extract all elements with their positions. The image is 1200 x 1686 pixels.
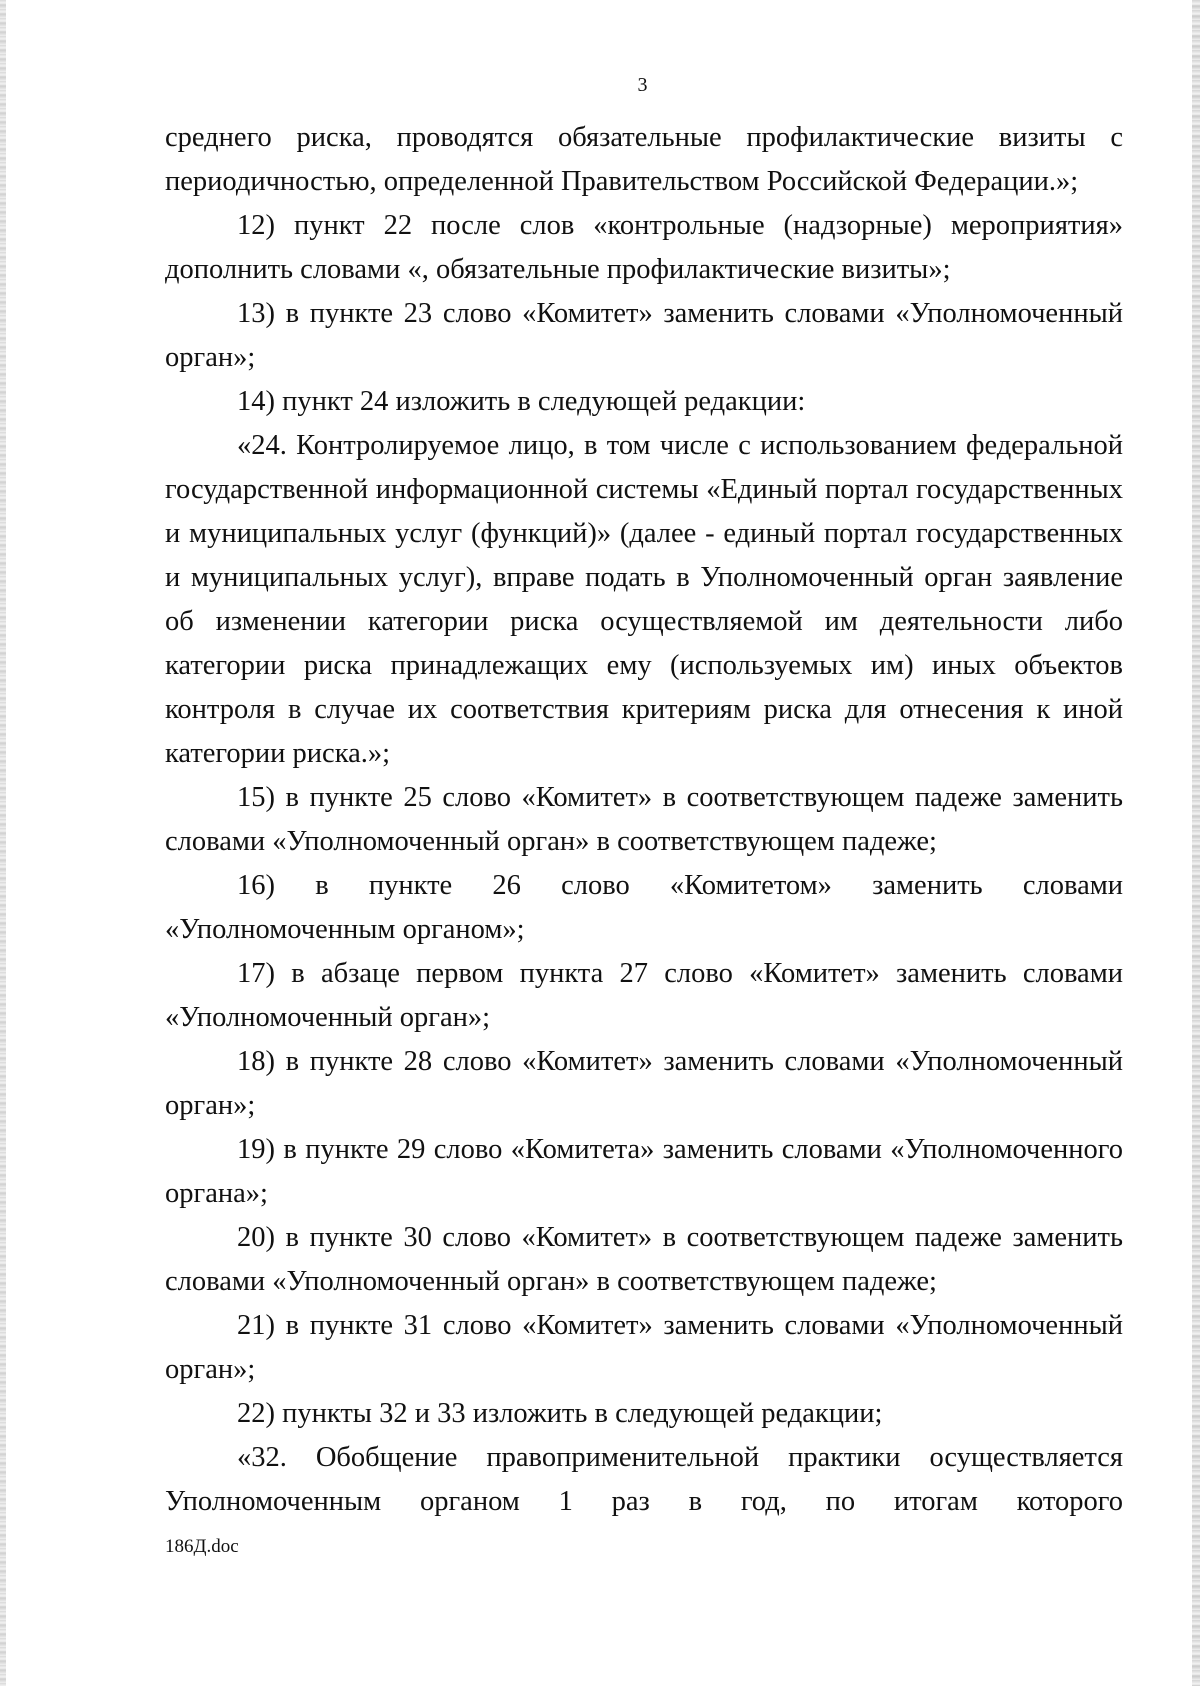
paragraph-item-17: 17) в абзаце первом пункта 27 слово «Комитет» заменить словами «Уполномоченный орган»; [165, 958, 1123, 1033]
scan-edge-left [0, 0, 6, 1686]
paragraph-clause-24: «24. Контролируемое лицо, в том числе с использованием федеральной государственной информационной системы «Единый портал государственных и муниципальных услуг (функций)» (далее - единый портал государственных и муниципальных услуг), вправе подать в Уполномоченный орган заявление об изменении категории риска осуществляемой им деятельности либо категории риска принадлежащих ему (используемых им) иных объектов контроля в случае их соответствия критериям риска для отнесения к иной категории риска.»; [165, 430, 1123, 769]
paragraph-item-19: 19) в пункте 29 слово «Комитета» заменить словами «Уполномоченного органа»; [165, 1134, 1123, 1209]
paragraph-item-18: 18) в пункте 28 слово «Комитет» заменить словами «Уполномоченный орган»; [165, 1046, 1123, 1121]
paragraph-item-14: 14) пункт 24 изложить в следующей редакции: [237, 386, 806, 417]
scan-edge-right [1192, 0, 1200, 1686]
paragraph-item-21: 21) в пункте 31 слово «Комитет» заменить словами «Уполномоченный орган»; [165, 1310, 1123, 1385]
footer-filename: 186Д.doc [165, 1536, 239, 1557]
paragraph-item-12: 12) пункт 22 после слов «контрольные (надзорные) мероприятия» дополнить словами «, обязательные профилактические визиты»; [165, 210, 1123, 285]
paragraph-item-20: 20) в пункте 30 слово «Комитет» в соответствующем падеже заменить словами «Уполномоченный орган» в соответствующем падеже; [165, 1222, 1123, 1297]
paragraph-item-15: 15) в пункте 25 слово «Комитет» в соответствующем падеже заменить словами «Уполномоченный орган» в соответствующем падеже; [165, 782, 1123, 857]
document-body [165, 116, 1123, 1524]
page-number: 3 [637, 74, 648, 96]
paragraph-continuation: среднего риска, проводятся обязательные профилактические визиты с периодичностью, определенной Правительством Российской Федерации.»; [165, 122, 1123, 197]
paragraph-item-13: 13) в пункте 23 слово «Комитет» заменить словами «Уполномоченный орган»; [165, 298, 1123, 373]
paragraph-item-16: 16) в пункте 26 слово «Комитетом» заменить словами «Уполномоченным органом»; [165, 870, 1123, 945]
paragraph-clause-32: «32. Обобщение правоприменительной практики осуществляется Уполномоченным органом 1 раз в год, по итогам которого [165, 1442, 1123, 1517]
paragraph-item-22: 22) пункты 32 и 33 изложить в следующей редакции; [237, 1398, 883, 1429]
